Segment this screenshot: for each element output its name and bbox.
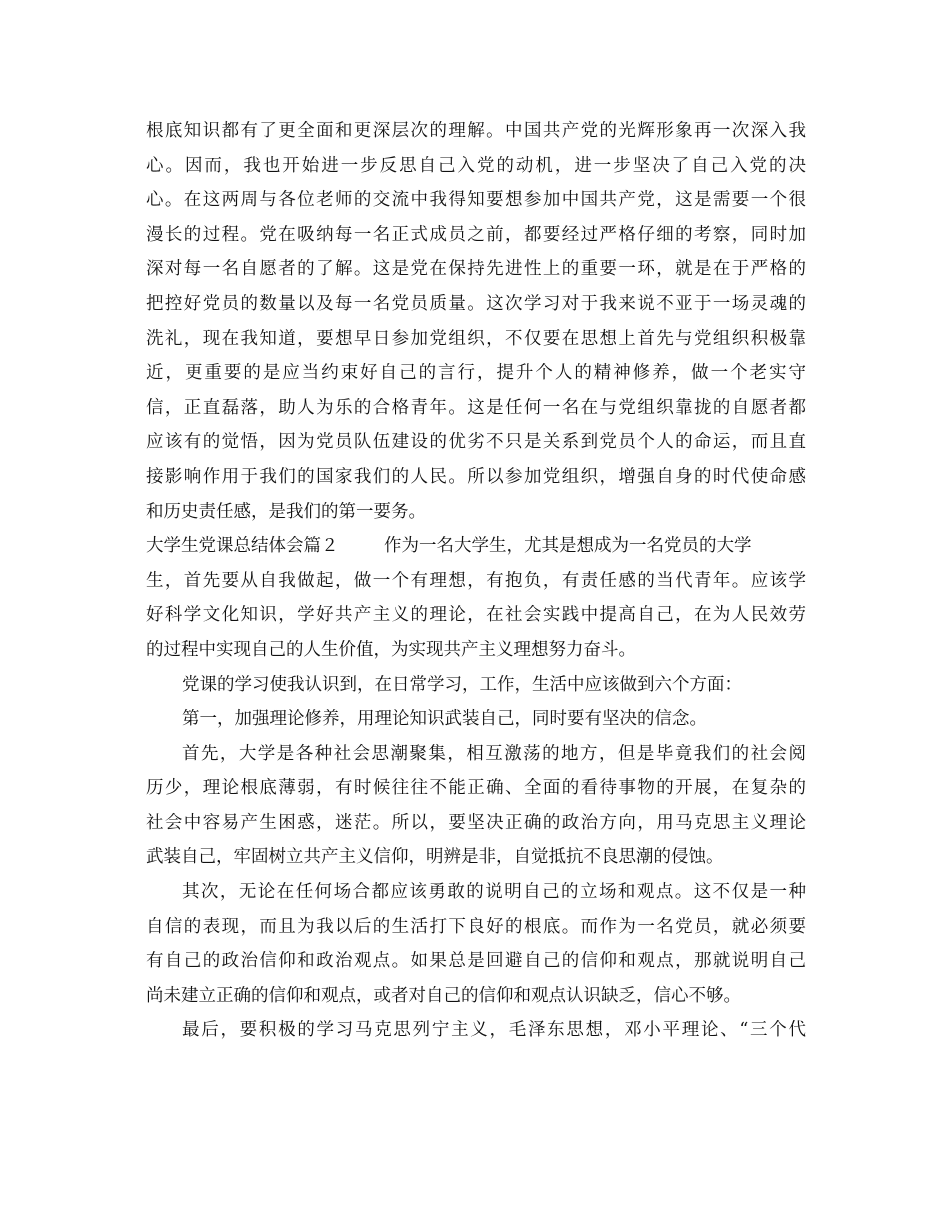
paragraph-line: 好科学文化知识，学好共产主义的理论，在社会实践中提高自己，在为人民效劳: [146, 605, 806, 626]
paragraph-first-point: 第一，加强理论修养，用理论知识武装自己，同时要有坚决的信念。: [182, 709, 707, 730]
document-body: [146, 114, 806, 1048]
paragraph-line: 历少，理论根底薄弱，有时候往往不能正确、全面的看待事物的开展，在复杂的: [146, 778, 806, 799]
paragraph-line: 信，正直磊落，助人为乐的合格青年。这是任何一名在与党组织靠拢的自愿者都: [146, 397, 806, 418]
paragraph-line: 生，首先要从自我做起，做一个有理想，有抱负，有责任感的当代青年。应该学: [146, 570, 806, 591]
paragraph-line: 武装自己，牢固树立共产主义信仰，明辨是非，自觉抵抗不良思潮的侵蚀。: [146, 847, 724, 868]
paragraph-line: 其次，无论在任何场合都应该勇敢的说明自己的立场和观点。这不仅是一种: [182, 882, 806, 903]
paragraph-line: 心。在这两周与各位老师的交流中我得知要想参加中国共产党，这是需要一个很: [146, 190, 806, 211]
paragraph-line: 社会中容易产生困惑，迷茫。所以，要坚决正确的政治方向，用马克思主义理论: [146, 812, 806, 833]
paragraph-line: 的过程中实现自己的人生价值，为实现共产主义理想努力奋斗。: [146, 639, 636, 660]
paragraph-line: 尚未建立正确的信仰和观点，或者对自己的信仰和观点认识缺乏，信心不够。: [146, 985, 741, 1006]
paragraph-line: 最后，要积极的学习马克思列宁主义，毛泽东思想，邓小平理论、“三个代: [182, 1020, 806, 1041]
paragraph-line: 作为一名大学生，尤其是想成为一名党员的大学: [384, 536, 752, 557]
paragraph-line: 根底知识都有了更全面和更深层次的理解。中国共产党的光辉形象再一次深入我: [146, 121, 806, 141]
paragraph-line: 深对每一名自愿者的了解。这是党在保持先进性上的重要一环，就是在于严格的: [146, 259, 806, 280]
paragraph-line: 接影响作用于我们的国家我们的人民。所以参加党组织，增强自身的时代使命感: [146, 466, 806, 487]
paragraph-line: 首先，大学是各种社会思潮聚集，相互激荡的地方，但是毕竟我们的社会阅: [182, 743, 806, 764]
paragraph-line: 近，更重要的是应当约束好自己的言行，提升个人的精神修养，做一个老实守: [146, 363, 806, 384]
paragraph-line: 心。因而，我也开始进一步反思自己入党的动机，进一步坚决了自己入党的决: [146, 155, 806, 176]
paragraph-line: 洗礼，现在我知道，要想早日参加党组织，不仅要在思想上首先与党组织积极靠: [146, 328, 806, 349]
paragraph-line: 有自己的政治信仰和政治观点。如果总是回避自己的信仰和观点，那就说明自己: [146, 951, 806, 972]
section-heading-line: [146, 529, 806, 564]
paragraph-line: 自信的表现，而且为我以后的生活打下良好的根底。而作为一名党员，就必须要: [146, 916, 806, 937]
paragraph-intro: 党课的学习使我认识到，在日常学习，工作，生活中应该做到六个方面：: [182, 674, 742, 695]
paragraph-line: 和历史责任感，是我们的第一要务。: [146, 501, 426, 522]
section-title: 大学生党课总结体会篇２: [146, 536, 339, 557]
paragraph-line: 把控好党员的数量以及每一名党员质量。这次学习对于我来说不亚于一场灵魂的: [146, 293, 806, 314]
paragraph-line: 应该有的觉悟，因为党员队伍建设的优劣不只是关系到党员个人的命运，而且直: [146, 432, 806, 453]
paragraph-line: 漫长的过程。党在吸纳每一名正式成员之前，都要经过严格仔细的考察，同时加: [146, 224, 806, 245]
